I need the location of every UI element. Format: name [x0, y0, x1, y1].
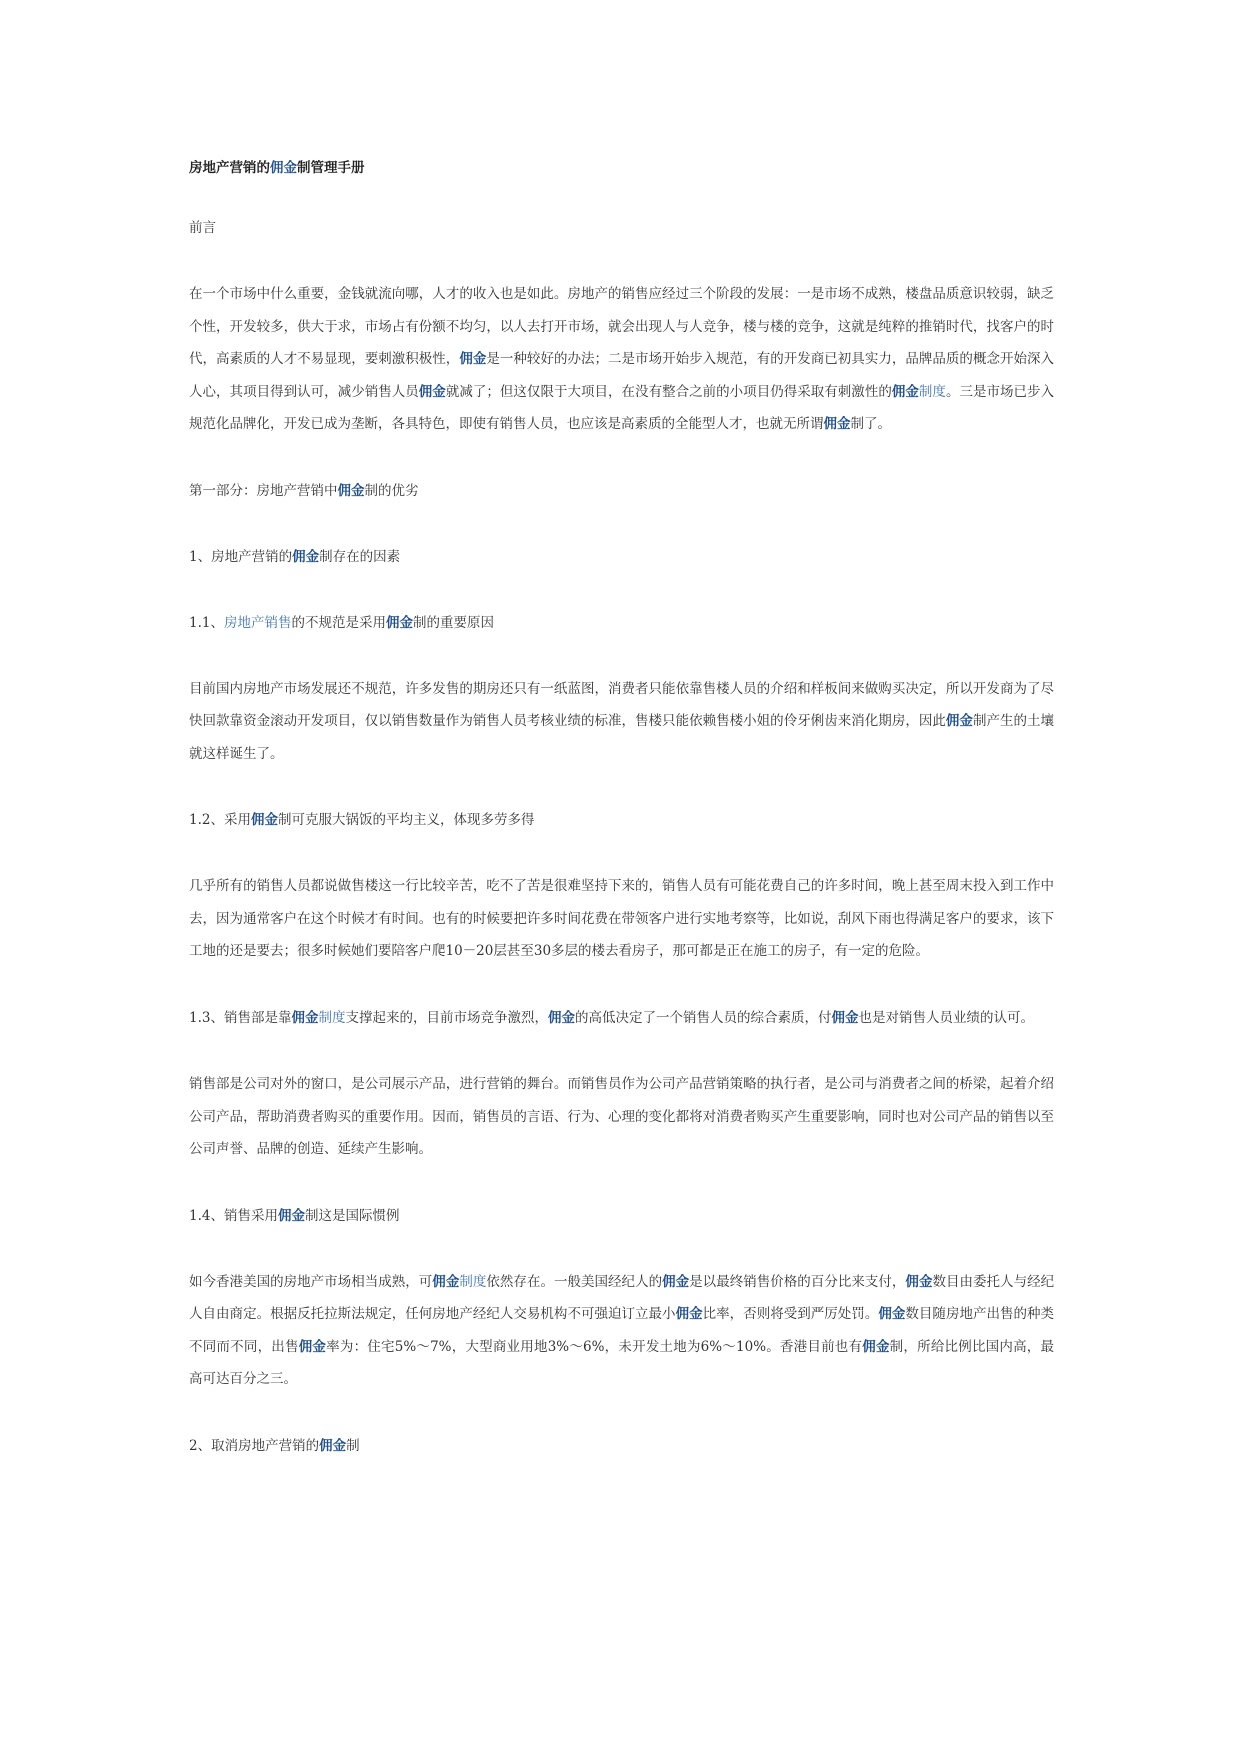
text-segment: 销售部是公司对外的窗口，是公司展示产品，进行营销的舞台。而销售员作为公司产品营销策略的执行者，是公司与消费者之间的桥梁，起着介绍公司产品，帮助消费者购买的重要作用。因而，销售员的言语、行为、心理的变化都将对消费者购买产生重要影响，同时也对公司产品的销售以至公司声誉、品牌的创造、延续产生影响。 [189, 1076, 1054, 1157]
text-segment: 是以最终销售价格的百分比来支付， [689, 1273, 906, 1290]
keyword-highlight: 佣金 [418, 383, 446, 400]
document-title [189, 158, 1054, 178]
paragraph-h1-3 [189, 1002, 1054, 1035]
keyword-highlight: 佣金 [337, 482, 365, 499]
keyword-highlight: 佣金 [291, 1009, 319, 1026]
text-segment: 几乎所有的销售人员都说做售楼这一行比较辛苦，吃不了苦是很难坚持下来的，销售人员有可能花费自己的许多时间，晚上甚至周末投入到工作中去，因为通常客户在这个时候才有时间。也有的时候要把许多时间花费在带领客户进行实地考察等，比如说，刮风下雨也得满足客户的要求，该下工地的还是要去；很多时候她们要陪客户爬10－20层甚至30多层的楼去看房子，那可都是正在施工的房子，有一定的危险。 [189, 878, 1054, 959]
text-segment: 房地产营销的 [189, 160, 270, 176]
text-segment: 1.4、销售采用 [189, 1207, 278, 1224]
text-segment: 就减了；但这仅限于大项目，在没有整合之前的小项目仍得采取有刺激性的 [445, 383, 892, 400]
keyword-highlight: 佣金 [675, 1306, 703, 1322]
inline-link[interactable]: 制度 [318, 1009, 346, 1026]
text-segment: 制管理手册 [297, 160, 365, 176]
text-segment: 的高低决定了一个销售人员的综合素质，付 [574, 1009, 832, 1026]
text-segment: 制可克服大锅饭的平均主义，体现多劳多得 [277, 812, 535, 828]
keyword-highlight: 佣金 [662, 1273, 690, 1290]
inline-link[interactable]: 房地产销售 [223, 614, 292, 631]
text-segment: 前言 [189, 220, 216, 236]
text-segment: 如今香港美国的房地产市场相当成熟，可 [189, 1273, 433, 1290]
text-segment: 数目由委托人与经纪人自由商定。根据反托拉斯法规定，任何房地产经纪人交易机构不可强迫订立最小 [189, 1273, 1055, 1322]
text-segment: 制，所给比例比国内高，最高可达百分之三。 [189, 1338, 1055, 1387]
paragraph-p1-2 [189, 870, 1054, 968]
text-segment: 数目随房地产出售的种类不同而不同，出售 [189, 1306, 1055, 1355]
keyword-highlight: 佣金 [319, 1437, 347, 1454]
section-heading-h1-1 [189, 613, 1054, 633]
keyword-highlight: 佣金 [270, 160, 297, 176]
section-heading-part1 [189, 481, 1054, 501]
text-segment: 也是对销售人员业绩的认可。 [858, 1009, 1034, 1026]
keyword-highlight: 佣金 [823, 416, 851, 432]
text-segment: 制这是国际惯例 [304, 1207, 400, 1224]
keyword-highlight: 佣金 [250, 812, 278, 828]
text-segment: 的不规范是采用 [291, 614, 386, 631]
text-segment: 支撑起来的，目前市场竞争激烈， [345, 1009, 548, 1026]
section-heading-h1-2 [189, 810, 1054, 830]
text-segment: 2、取消房地产营销的 [189, 1437, 320, 1454]
text-segment: 。三是市场已步入规范化品牌化，开发已成为垄断，各具特色，即使有销售人员，也应该是高素质的全能型人才，也就无所谓 [189, 383, 1055, 432]
text-segment: 在一个市场中什么重要，金钱就流向哪，人才的收入也是如此。房地产的销售应经过三个阶段的发展：一是市场不成熟，楼盘品质意识较弱，缺乏个性，开发较多，供大于求，市场占有份额不均匀，以人去打开市场，就会出现人与人竞争，楼与楼的竞争，这就是纯粹的推销时代，找客户的时代，高素质的人才不易显现，要刺激积极性， [189, 286, 1054, 367]
text-segment: 1、房地产营销的 [189, 548, 293, 565]
section-heading-preface [189, 218, 1054, 238]
paragraph-p1-3 [189, 1068, 1054, 1166]
text-segment: 制的重要原因 [412, 614, 494, 631]
section-heading-h2 [189, 1436, 1054, 1456]
text-segment: 制 [346, 1437, 360, 1454]
text-segment: 制了。 [850, 416, 891, 432]
text-segment: 制的优劣 [364, 482, 419, 499]
keyword-highlight: 佣金 [547, 1009, 575, 1026]
text-segment: 目前国内房地产市场发展还不规范，许多发售的期房还只有一纸蓝图，消费者只能依靠售楼人员的介绍和样板间来做购买决定，所以开发商为了尽快回款靠资金滚动开发项目，仅以销售数量作为销售人员考核业绩的标准，售楼只能依赖售楼小姐的伶牙俐齿来消化期房，因此 [189, 680, 1054, 729]
text-segment: 1.1、 [189, 614, 224, 631]
text-segment: 率为：住宅5%～7%，大型商业用地3%～6%，未开发土地为6%～10%。香港目前也有 [326, 1338, 863, 1355]
section-heading-h1 [189, 547, 1054, 567]
keyword-highlight: 佣金 [298, 1338, 327, 1355]
keyword-highlight: 佣金 [945, 713, 973, 729]
paragraph-p-intro [189, 278, 1054, 441]
text-segment: 1.2、采用 [189, 812, 251, 828]
text-segment: 制产生的土壤就这样诞生了。 [189, 713, 1055, 762]
text-segment: 第一部分：房地产营销中 [189, 482, 338, 499]
keyword-highlight: 佣金 [277, 1207, 305, 1224]
keyword-highlight: 佣金 [831, 1009, 859, 1026]
section-heading-h1-4 [189, 1206, 1054, 1226]
keyword-highlight: 佣金 [891, 383, 919, 400]
text-segment: 比率，否则将受到严厉处罚。 [702, 1306, 879, 1322]
inline-link[interactable]: 制度 [918, 383, 946, 400]
paragraph-p1-4 [189, 1266, 1054, 1396]
text-segment: 依然存在。一般美国经纪人的 [486, 1273, 663, 1290]
text-segment: 是一种较好的办法；二是市场开始步入规范，有的开发商已初具实力，品牌品质的概念开始深入人心，其项目得到认可，减少销售人员 [189, 351, 1055, 400]
keyword-highlight: 佣金 [862, 1338, 890, 1355]
keyword-highlight: 佣金 [432, 1273, 460, 1290]
keyword-highlight: 佣金 [905, 1273, 933, 1290]
keyword-highlight: 佣金 [459, 351, 487, 367]
keyword-highlight: 佣金 [292, 548, 320, 565]
paragraph-p1-1 [189, 673, 1054, 771]
document-body [189, 158, 1054, 1502]
keyword-highlight: 佣金 [878, 1306, 906, 1322]
text-segment: 制存在的因素 [319, 548, 401, 565]
inline-link[interactable]: 制度 [459, 1273, 487, 1290]
text-segment: 1.3、销售部是靠 [189, 1009, 292, 1026]
keyword-highlight: 佣金 [385, 614, 413, 631]
